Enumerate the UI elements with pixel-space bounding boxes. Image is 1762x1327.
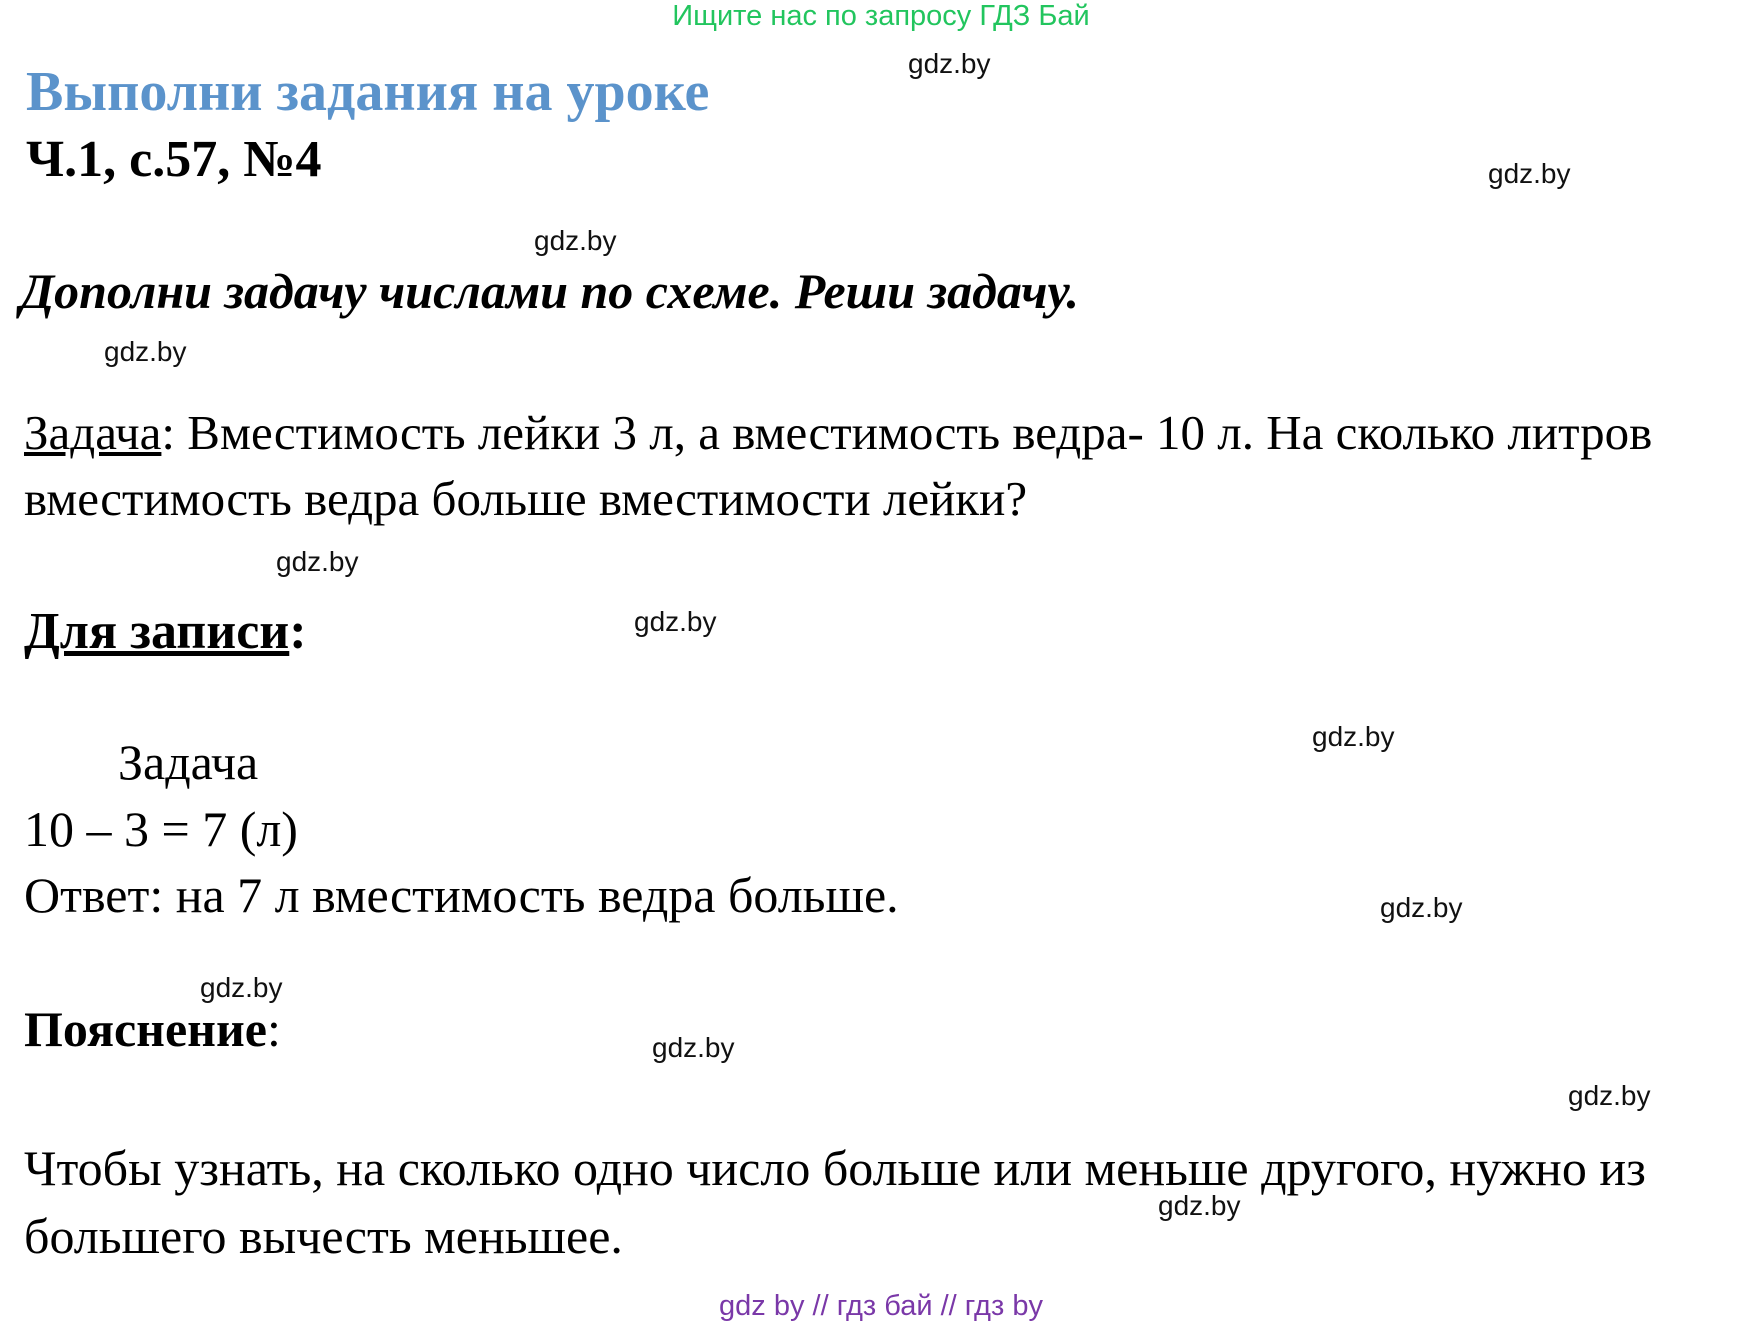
solution-answer: Ответ: на 7 л вместимость ведра больше. bbox=[24, 867, 899, 923]
task-paragraph bbox=[24, 400, 1744, 532]
watermark: gdz.by bbox=[276, 546, 359, 577]
watermark: gdz.by bbox=[652, 1032, 735, 1063]
exercise-reference: Ч.1, с.57, №4 bbox=[26, 131, 322, 188]
watermark: gdz.by bbox=[1380, 892, 1463, 923]
watermark: gdz.by bbox=[1158, 1190, 1241, 1221]
footer-links: gdz by // гдз бай // гдз by bbox=[719, 1290, 1043, 1322]
watermark: gdz.by bbox=[634, 606, 717, 637]
task-text: : Вместимость лейки 3 л, а вместимость ведра- 10 л. На сколько литров вместимость ведра больше вместимости лейки? bbox=[24, 405, 1653, 526]
watermark: gdz.by bbox=[1488, 158, 1571, 189]
watermark: gdz.by bbox=[1568, 1080, 1651, 1111]
explanation-colon: : bbox=[267, 1001, 281, 1057]
explanation-text: Чтобы узнать, на сколько одно число больше или меньше другого, нужно из большего вычесть меньшее. bbox=[24, 1140, 1646, 1264]
explanation-label: Пояснение bbox=[24, 1001, 267, 1057]
for-record-heading bbox=[24, 602, 307, 661]
lesson-title: Выполни задания на уроке bbox=[26, 61, 710, 123]
watermark: gdz.by bbox=[908, 48, 991, 79]
watermark: gdz.by bbox=[104, 336, 187, 367]
for-record-colon: : bbox=[289, 603, 307, 660]
instruction-text: Дополни задачу числами по схеме. Реши задачу. bbox=[20, 263, 1080, 319]
watermark: gdz.by bbox=[534, 225, 617, 256]
watermark: gdz.by bbox=[1312, 721, 1395, 752]
watermark: gdz.by bbox=[200, 972, 283, 1003]
task-label: Задача bbox=[24, 405, 162, 460]
top-banner: Ищите нас по запросу ГДЗ Бай bbox=[672, 0, 1090, 32]
solution-heading: Задача bbox=[118, 734, 259, 790]
explanation-heading bbox=[24, 1000, 281, 1058]
for-record-label: Для записи bbox=[24, 603, 290, 660]
solution-equation: 10 – 3 = 7 (л) bbox=[24, 801, 298, 857]
